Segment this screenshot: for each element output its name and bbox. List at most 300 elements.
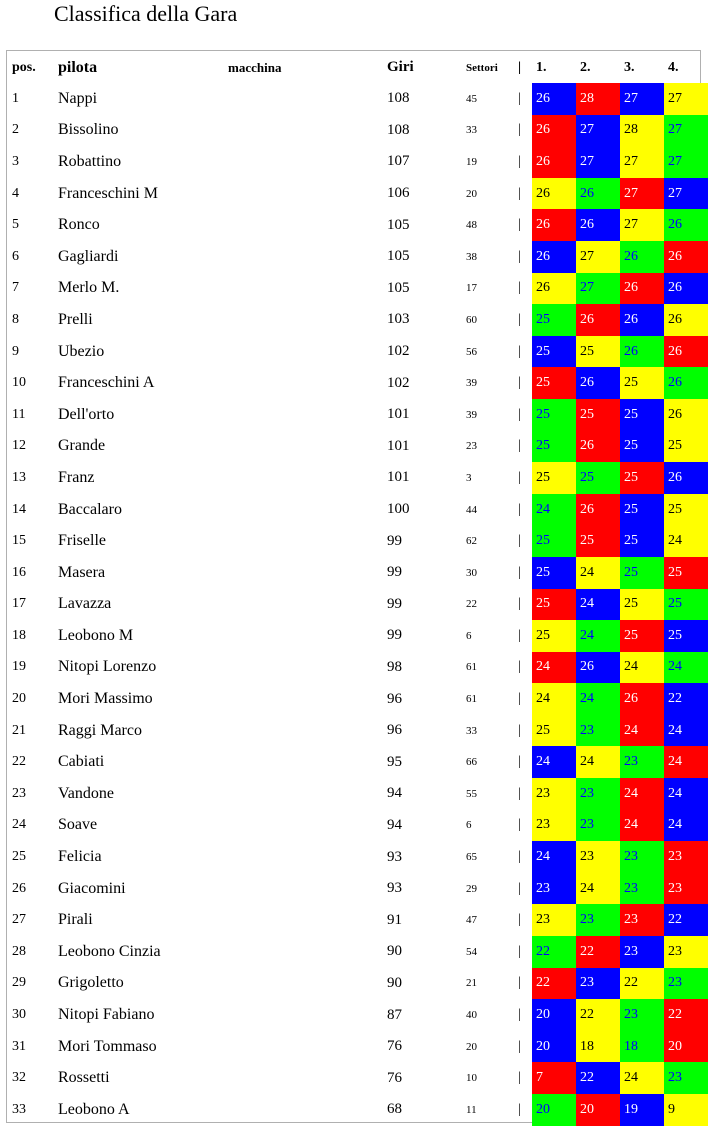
pilota-cell: Lavazza	[58, 595, 112, 613]
pilota-cell: Nitopi Fabiano	[58, 1006, 155, 1024]
pilota-cell: Ubezio	[58, 342, 105, 360]
pos-cell: 20	[12, 691, 26, 707]
lane-3-cell: 25	[620, 494, 664, 526]
lane-3-cell: 23	[620, 841, 664, 873]
lane-2-cell: 24	[576, 746, 620, 778]
macchina-cell	[228, 904, 387, 936]
header-separator: |	[518, 59, 522, 75]
table-row	[8, 399, 708, 431]
settori-cell: 23	[466, 440, 477, 453]
lane-3-cell: 25	[620, 525, 664, 557]
pilota-cell: Nitopi Lorenzo	[58, 658, 157, 676]
lane-3-cell: 23	[620, 873, 664, 905]
giri-cell: 103	[387, 311, 410, 328]
lane-1-cell: 26	[532, 241, 576, 273]
macchina-cell	[228, 494, 387, 526]
header-pos: pos.	[12, 59, 36, 75]
settori-cell: 6	[466, 819, 472, 832]
lane-2-cell: 26	[576, 367, 620, 399]
macchina-cell	[228, 652, 387, 684]
lane-2-cell: 23	[576, 841, 620, 873]
macchina-cell	[228, 462, 387, 494]
table-row	[8, 1094, 708, 1126]
giri-cell: 102	[387, 343, 410, 360]
pos-cell: 11	[12, 406, 26, 422]
lane-1-cell: 25	[532, 589, 576, 621]
settori-cell: 21	[466, 977, 477, 990]
lane-3-cell: 25	[620, 462, 664, 494]
macchina-cell	[228, 999, 387, 1031]
pos-cell: 2	[12, 122, 19, 138]
pilota-cell: Prelli	[58, 310, 93, 328]
pilota-cell: Felicia	[58, 848, 102, 866]
settori-cell: 60	[466, 313, 477, 326]
lane-4-cell: 23	[664, 841, 708, 873]
settori-cell: 39	[466, 377, 477, 390]
settori-cell: 38	[466, 250, 477, 263]
lane-3-cell: 24	[620, 778, 664, 810]
settori-cell: 33	[466, 124, 477, 137]
table-row	[8, 715, 708, 747]
settori-cell: 17	[466, 282, 477, 295]
giri-cell: 76	[387, 1038, 402, 1055]
macchina-cell	[228, 336, 387, 368]
lane-1-cell: 25	[532, 620, 576, 652]
giri-cell: 90	[387, 974, 402, 991]
separator-cell: |	[518, 501, 521, 517]
lane-4-cell: 26	[664, 304, 708, 336]
separator-cell: |	[518, 564, 521, 580]
macchina-cell	[228, 589, 387, 621]
lane-4-cell: 26	[664, 336, 708, 368]
giri-cell: 87	[387, 1006, 402, 1023]
pos-cell: 23	[12, 785, 26, 801]
lane-3-cell: 22	[620, 968, 664, 1000]
lane-1-cell: 25	[532, 557, 576, 589]
lane-4-cell: 24	[664, 715, 708, 747]
table-row	[8, 241, 708, 273]
settori-cell: 56	[466, 345, 477, 358]
page-title: Classifica della Gara	[54, 1, 238, 26]
separator-cell: |	[518, 880, 521, 896]
pos-cell: 10	[12, 375, 26, 391]
pilota-cell: Leobono A	[58, 1100, 130, 1118]
lane-3-cell: 18	[620, 1031, 664, 1063]
table-row	[8, 209, 708, 241]
lane-2-cell: 18	[576, 1031, 620, 1063]
settori-cell: 65	[466, 851, 477, 864]
header-lane-3: 3.	[624, 59, 635, 75]
lane-2-cell: 24	[576, 589, 620, 621]
lane-4-cell: 23	[664, 873, 708, 905]
pos-cell: 30	[12, 1007, 26, 1023]
lane-2-cell: 27	[576, 146, 620, 178]
pos-cell: 32	[12, 1070, 26, 1086]
lane-1-cell: 24	[532, 683, 576, 715]
pos-cell: 12	[12, 438, 26, 454]
lane-4-cell: 26	[664, 209, 708, 241]
lane-2-cell: 23	[576, 810, 620, 842]
table-row	[8, 273, 708, 305]
lane-4-cell: 26	[664, 241, 708, 273]
pilota-cell: Franceschini M	[58, 184, 158, 202]
pilota-cell: Baccalaro	[58, 500, 122, 518]
macchina-cell	[228, 557, 387, 589]
lane-3-cell: 26	[620, 336, 664, 368]
macchina-cell	[228, 620, 387, 652]
lane-2-cell: 24	[576, 873, 620, 905]
settori-cell: 30	[466, 566, 477, 579]
pilota-cell: Nappi	[58, 89, 98, 107]
lane-3-cell: 26	[620, 304, 664, 336]
table-row	[8, 304, 708, 336]
giri-cell: 91	[387, 911, 402, 928]
pos-cell: 3	[12, 153, 19, 169]
lane-4-cell: 25	[664, 431, 708, 463]
macchina-cell	[228, 778, 387, 810]
lane-1-cell: 25	[532, 431, 576, 463]
pos-cell: 13	[12, 469, 26, 485]
lane-4-cell: 22	[664, 999, 708, 1031]
pilota-cell: Gagliardi	[58, 247, 119, 265]
header-settori: Settori	[466, 61, 498, 74]
separator-cell: |	[518, 754, 521, 770]
pilota-cell: Mori Tommaso	[58, 1037, 157, 1055]
settori-cell: 55	[466, 787, 477, 800]
lane-4-cell: 26	[664, 367, 708, 399]
macchina-cell	[228, 209, 387, 241]
lane-4-cell: 23	[664, 936, 708, 968]
lane-1-cell: 20	[532, 1031, 576, 1063]
giri-cell: 105	[387, 279, 410, 296]
lane-3-cell: 25	[620, 620, 664, 652]
lane-1-cell: 25	[532, 304, 576, 336]
lane-2-cell: 22	[576, 1062, 620, 1094]
lane-1-cell: 24	[532, 652, 576, 684]
lane-3-cell: 24	[620, 810, 664, 842]
pilota-cell: Franceschini A	[58, 374, 155, 392]
separator-cell: |	[518, 343, 521, 359]
pos-cell: 31	[12, 1038, 26, 1054]
macchina-cell	[228, 873, 387, 905]
macchina-cell	[228, 936, 387, 968]
separator-cell: |	[518, 596, 521, 612]
macchina-cell	[228, 83, 387, 115]
lane-3-cell: 25	[620, 557, 664, 589]
lane-4-cell: 27	[664, 178, 708, 210]
pilota-cell: Pirali	[58, 911, 93, 929]
lane-1-cell: 25	[532, 715, 576, 747]
pos-cell: 33	[12, 1101, 26, 1117]
lane-1-cell: 22	[532, 968, 576, 1000]
lane-4-cell: 27	[664, 83, 708, 115]
lane-3-cell: 26	[620, 241, 664, 273]
lane-2-cell: 26	[576, 209, 620, 241]
macchina-cell	[228, 178, 387, 210]
pilota-cell: Grande	[58, 437, 106, 455]
pos-cell: 24	[12, 817, 26, 833]
pos-cell: 21	[12, 722, 26, 738]
settori-cell: 19	[466, 155, 477, 168]
settori-cell: 10	[466, 1072, 477, 1085]
lane-1-cell: 25	[532, 336, 576, 368]
settori-cell: 20	[466, 187, 477, 200]
settori-cell: 33	[466, 724, 477, 737]
lane-1-cell: 26	[532, 209, 576, 241]
lane-3-cell: 27	[620, 146, 664, 178]
giri-cell: 94	[387, 816, 402, 833]
separator-cell: |	[518, 1101, 521, 1117]
pos-cell: 19	[12, 659, 26, 675]
lane-1-cell: 23	[532, 873, 576, 905]
giri-cell: 93	[387, 848, 402, 865]
macchina-cell	[228, 715, 387, 747]
lane-1-cell: 20	[532, 1094, 576, 1126]
giri-cell: 99	[387, 532, 402, 549]
lane-2-cell: 27	[576, 115, 620, 147]
header-macchina: macchina	[228, 59, 282, 75]
lane-2-cell: 22	[576, 999, 620, 1031]
settori-cell: 40	[466, 1009, 477, 1022]
pilota-cell: Ronco	[58, 216, 100, 234]
macchina-cell	[228, 367, 387, 399]
pos-cell: 1	[12, 90, 19, 106]
lane-4-cell: 24	[664, 746, 708, 778]
table-row	[8, 115, 708, 147]
table-row	[8, 1062, 708, 1094]
macchina-cell	[228, 841, 387, 873]
lane-1-cell: 26	[532, 273, 576, 305]
pilota-cell: Masera	[58, 563, 106, 581]
lane-3-cell: 27	[620, 178, 664, 210]
giri-cell: 101	[387, 469, 410, 486]
giri-cell: 108	[387, 90, 410, 107]
header-pilota: pilota	[58, 58, 98, 76]
pos-cell: 6	[12, 248, 19, 264]
lane-1-cell: 26	[532, 178, 576, 210]
lane-3-cell: 25	[620, 367, 664, 399]
table-row	[8, 873, 708, 905]
header-lane-2: 2.	[580, 59, 591, 75]
lane-3-cell: 24	[620, 715, 664, 747]
lane-4-cell: 27	[664, 115, 708, 147]
settori-cell: 45	[466, 92, 477, 105]
lane-2-cell: 23	[576, 715, 620, 747]
separator-cell: |	[518, 817, 521, 833]
lane-1-cell: 26	[532, 115, 576, 147]
macchina-cell	[228, 746, 387, 778]
lane-4-cell: 24	[664, 652, 708, 684]
macchina-cell	[228, 273, 387, 305]
separator-cell: |	[518, 1038, 521, 1054]
pos-cell: 17	[12, 596, 26, 612]
lane-2-cell: 23	[576, 778, 620, 810]
lane-4-cell: 20	[664, 1031, 708, 1063]
lane-4-cell: 22	[664, 683, 708, 715]
lane-3-cell: 19	[620, 1094, 664, 1126]
lane-3-cell: 25	[620, 589, 664, 621]
lane-1-cell: 25	[532, 367, 576, 399]
settori-cell: 3	[466, 471, 472, 484]
pos-cell: 15	[12, 533, 26, 549]
lane-2-cell: 26	[576, 431, 620, 463]
lane-3-cell: 23	[620, 999, 664, 1031]
separator-cell: |	[518, 406, 521, 422]
separator-cell: |	[518, 311, 521, 327]
pos-cell: 4	[12, 185, 19, 201]
settori-cell: 20	[466, 1040, 477, 1053]
pos-cell: 18	[12, 627, 26, 643]
lane-2-cell: 28	[576, 83, 620, 115]
settori-cell: 6	[466, 629, 472, 642]
separator-cell: |	[518, 438, 521, 454]
giri-cell: 101	[387, 406, 410, 423]
pilota-cell: Grigoletto	[58, 974, 124, 992]
table-row	[8, 83, 708, 115]
settori-cell: 29	[466, 882, 477, 895]
lane-3-cell: 23	[620, 936, 664, 968]
separator-cell: |	[518, 722, 521, 738]
separator-cell: |	[518, 627, 521, 643]
lane-2-cell: 23	[576, 904, 620, 936]
giri-cell: 100	[387, 501, 410, 518]
table-row	[8, 431, 708, 463]
lane-2-cell: 24	[576, 620, 620, 652]
separator-cell: |	[518, 912, 521, 928]
lane-2-cell: 26	[576, 494, 620, 526]
pilota-cell: Merlo M.	[58, 279, 120, 297]
lane-1-cell: 26	[532, 83, 576, 115]
lane-4-cell: 25	[664, 589, 708, 621]
giri-cell: 106	[387, 185, 410, 202]
table-row	[8, 367, 708, 399]
lane-1-cell: 7	[532, 1062, 576, 1094]
giri-cell: 98	[387, 658, 402, 675]
table-row	[8, 1031, 708, 1063]
giri-cell: 105	[387, 248, 410, 265]
pilota-cell: Robattino	[58, 152, 122, 170]
macchina-cell	[228, 525, 387, 557]
macchina-cell	[228, 146, 387, 178]
lane-4-cell: 9	[664, 1094, 708, 1126]
separator-cell: |	[518, 659, 521, 675]
table-row	[8, 652, 708, 684]
table-row	[8, 494, 708, 526]
macchina-cell	[228, 304, 387, 336]
separator-cell: |	[518, 375, 521, 391]
giri-cell: 99	[387, 627, 402, 644]
lane-2-cell: 26	[576, 652, 620, 684]
giri-cell: 105	[387, 216, 410, 233]
lane-1-cell: 25	[532, 462, 576, 494]
lane-2-cell: 26	[576, 304, 620, 336]
lane-4-cell: 23	[664, 968, 708, 1000]
settori-cell: 66	[466, 756, 477, 769]
giri-cell: 90	[387, 943, 402, 960]
table-row	[8, 810, 708, 842]
lane-4-cell: 24	[664, 525, 708, 557]
lane-2-cell: 25	[576, 336, 620, 368]
settori-cell: 44	[466, 503, 477, 516]
table-row	[8, 778, 708, 810]
separator-cell: |	[518, 248, 521, 264]
header-lane-1: 1.	[536, 59, 547, 75]
giri-cell: 102	[387, 374, 410, 391]
settori-cell: 48	[466, 219, 477, 232]
lane-2-cell: 24	[576, 557, 620, 589]
lane-3-cell: 24	[620, 652, 664, 684]
giri-cell: 68	[387, 1101, 402, 1118]
separator-cell: |	[518, 280, 521, 296]
table-row	[8, 589, 708, 621]
macchina-cell	[228, 1031, 387, 1063]
lane-1-cell: 25	[532, 399, 576, 431]
lane-4-cell: 27	[664, 146, 708, 178]
lane-2-cell: 24	[576, 683, 620, 715]
lane-1-cell: 23	[532, 778, 576, 810]
pos-cell: 7	[12, 280, 19, 296]
separator-cell: |	[518, 691, 521, 707]
lane-2-cell: 22	[576, 936, 620, 968]
pilota-cell: Rossetti	[58, 1069, 110, 1087]
separator-cell: |	[518, 153, 521, 169]
separator-cell: |	[518, 90, 521, 106]
table-row	[8, 999, 708, 1031]
macchina-cell	[228, 1094, 387, 1126]
table-row	[8, 146, 708, 178]
results-table	[8, 52, 708, 1126]
pilota-cell: Raggi Marco	[58, 721, 142, 739]
lane-1-cell: 24	[532, 841, 576, 873]
pilota-cell: Bissolino	[58, 121, 119, 139]
lane-4-cell: 23	[664, 1062, 708, 1094]
table-row	[8, 841, 708, 873]
macchina-cell	[228, 1062, 387, 1094]
lane-4-cell: 25	[664, 494, 708, 526]
pilota-cell: Leobono M	[58, 626, 134, 644]
separator-cell: |	[518, 533, 521, 549]
pos-cell: 28	[12, 943, 26, 959]
lane-4-cell: 24	[664, 810, 708, 842]
separator-cell: |	[518, 469, 521, 485]
lane-2-cell: 27	[576, 273, 620, 305]
settori-cell: 22	[466, 598, 477, 611]
separator-cell: |	[518, 217, 521, 233]
settori-cell: 62	[466, 535, 477, 548]
table-row	[8, 620, 708, 652]
lane-4-cell: 26	[664, 399, 708, 431]
lane-2-cell: 25	[576, 525, 620, 557]
pilota-cell: Soave	[58, 816, 98, 834]
lane-1-cell: 23	[532, 810, 576, 842]
pos-cell: 27	[12, 912, 26, 928]
lane-4-cell: 22	[664, 904, 708, 936]
giri-cell: 99	[387, 595, 402, 612]
lane-2-cell: 23	[576, 968, 620, 1000]
lane-1-cell: 24	[532, 746, 576, 778]
table-row	[8, 683, 708, 715]
macchina-cell	[228, 431, 387, 463]
lane-1-cell: 24	[532, 494, 576, 526]
settori-cell: 11	[466, 1103, 477, 1116]
macchina-cell	[228, 399, 387, 431]
pos-cell: 5	[12, 217, 19, 233]
lane-3-cell: 28	[620, 115, 664, 147]
settori-cell: 39	[466, 408, 477, 421]
separator-cell: |	[518, 1007, 521, 1023]
macchina-cell	[228, 968, 387, 1000]
lane-4-cell: 26	[664, 462, 708, 494]
